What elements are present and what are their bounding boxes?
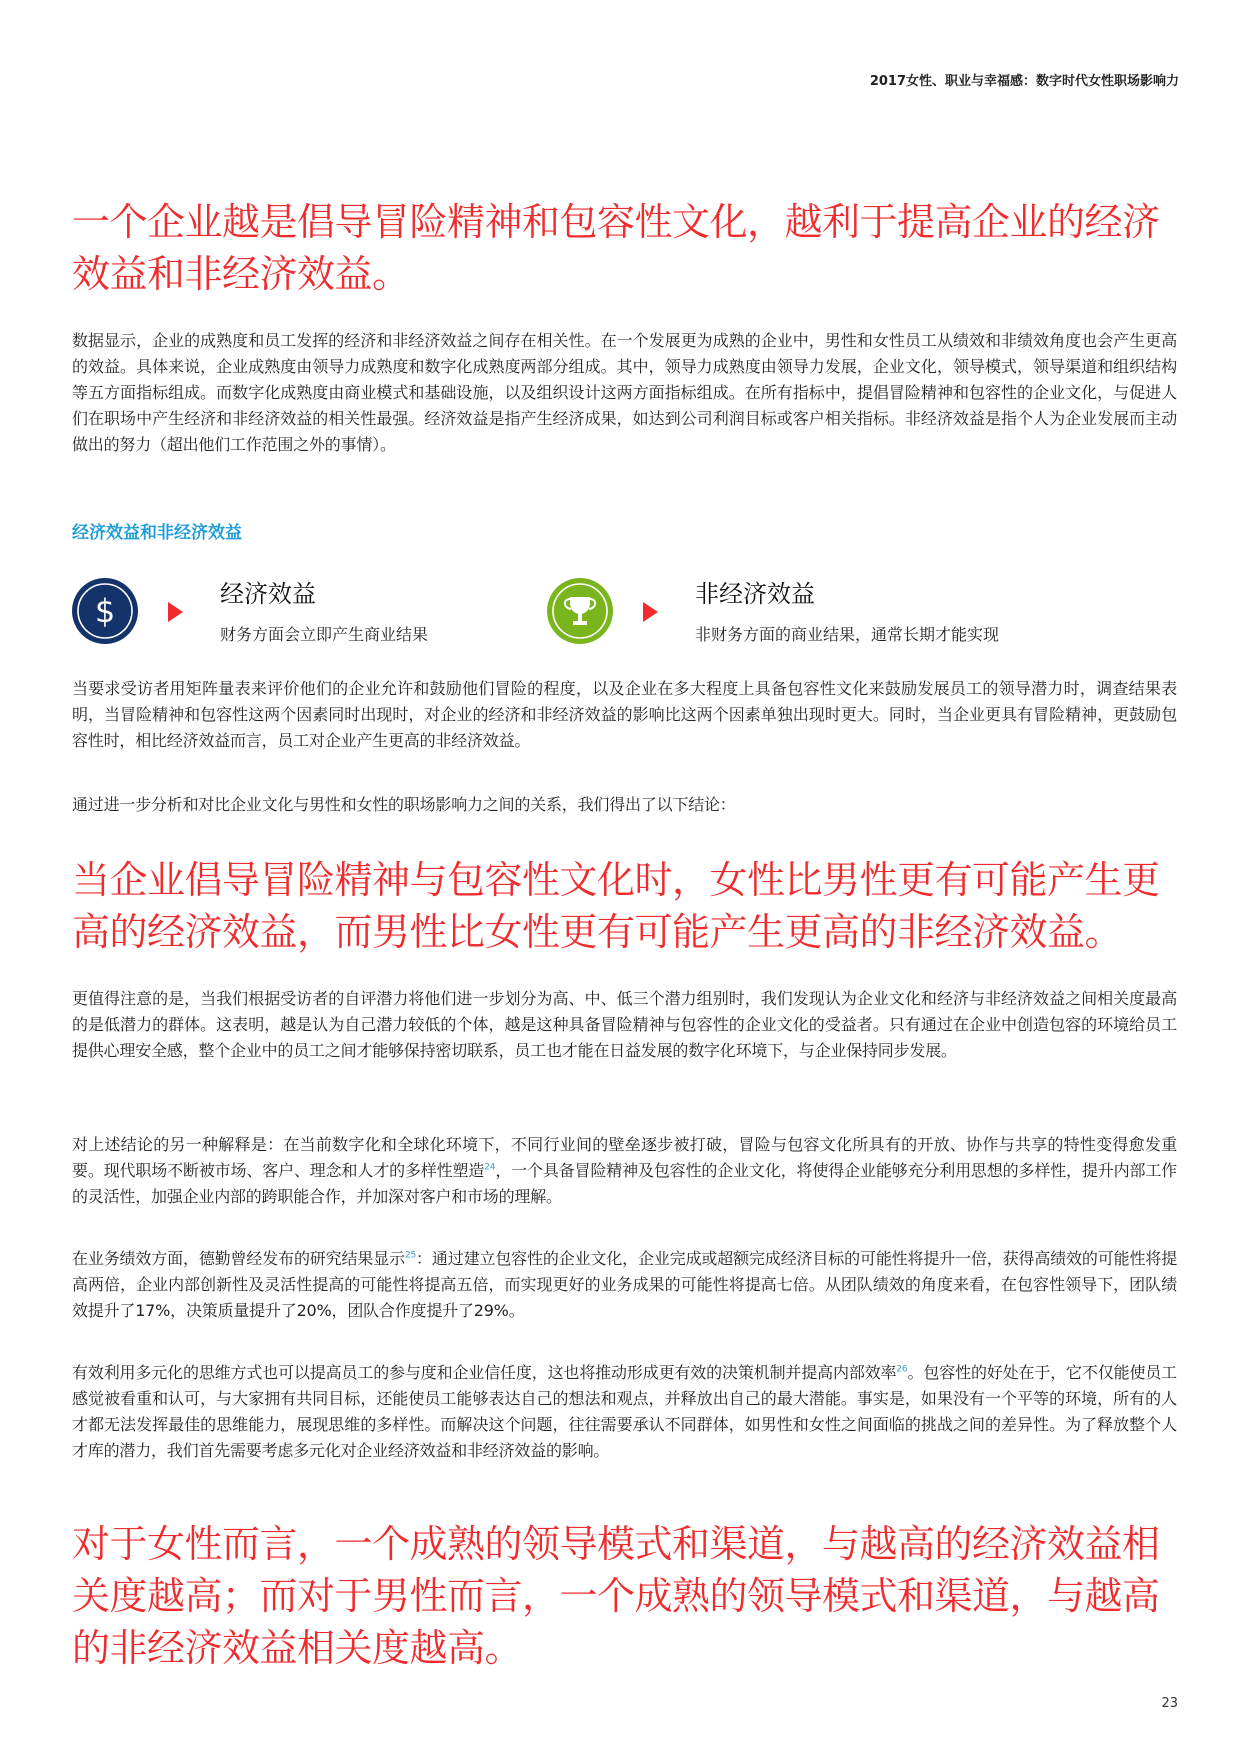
- dollar-icon: [72, 578, 138, 644]
- arrow-icon: [168, 602, 183, 622]
- section-subheading: 经济效益和非经济效益: [72, 523, 242, 543]
- headline-gender-benefits: 当企业倡导冒险精神与包容性文化时，女性比男性更有可能产生更高的经济效益，而男性比女性更有可能产生更高的非经济效益。: [72, 858, 1160, 954]
- footnote-ref[interactable]: 24: [484, 1162, 496, 1173]
- paragraph-text: ，一个具备冒险精神及包容性的企业文化，将使得企业能够充分利用思想的多样性，提升内部工作的灵活性，加强企业内部的跨职能合作，并加深对客户和市场的理解。: [72, 1161, 1177, 1206]
- non-economic-benefit-title: 非经济效益: [695, 580, 815, 608]
- trophy-icon: [547, 578, 613, 644]
- headline-risk-inclusion: 一个企业越是倡导冒险精神和包容性文化，越利于提高企业的经济效益和非经济效益。: [72, 200, 1160, 296]
- paragraph-text: 有效利用多元化的思维方式也可以提高员工的参与度和企业信任度，这也将推动形成更有效的决策机制并提高内部效率: [72, 1363, 897, 1382]
- paragraph-interpretation: [72, 1132, 1177, 1210]
- page-number: 23: [1161, 1696, 1178, 1711]
- paragraph-low-potential: 更值得注意的是，当我们根据受访者的自评潜力将他们进一步划分为高、中、低三个潜力组别时，我们发现认为企业文化和经济与非经济效益之间相关度最高的是低潜力的群体。这表明，越是认为自己潜力较低的个体，越是这种具备冒险精神与包容性的企业文化的受益者。只有通过在企业中创造包容的环境给员工提供心理安全感，整个企业中的员工之间才能够保持密切联系，员工也才能在日益发展的数字化环境下，与企业保持同步发展。: [72, 989, 1177, 1060]
- report-title: 2017女性、职业与幸福感：数字时代女性职场影响力: [869, 74, 1179, 89]
- economic-benefit-title: 经济效益: [220, 580, 316, 608]
- paragraph-further-analysis: 通过进一步分析和对比企业文化与男性和女性的职场影响力之间的关系，我们得出了以下结论：: [72, 795, 736, 814]
- economic-benefit-desc: 财务方面会立即产生商业结果: [220, 625, 429, 644]
- non-economic-benefit-block: [547, 578, 1107, 658]
- arrow-icon: [643, 602, 658, 622]
- svg-text:$: $: [94, 592, 116, 630]
- headline-leadership-model: 对于女性而言，一个成熟的领导模式和渠道，与越高的经济效益相关度越高；而对于男性而言，一个成熟的领导模式和渠道，与越高的非经济效益相关度越高。: [72, 1522, 1160, 1670]
- paragraph-text: 在业务绩效方面，德勤曾经发布的研究结果显示: [72, 1249, 405, 1268]
- paragraph-matrix-survey: 当要求受访者用矩阵量表来评价他们的企业允许和鼓励他们冒险的程度，以及企业在多大程度上具备包容性文化来鼓励发展员工的领导潜力时，调查结果表明，当冒险精神和包容性这两个因素同时出现时，对企业的经济和非经济效益的影响比这两个因素单独出现时更大。同时，当企业更具有冒险精神，更鼓励包容性时，相比经济效益而言，员工对企业产生更高的非经济效益。: [72, 679, 1177, 750]
- paragraph-diverse-thinking: [72, 1360, 1177, 1464]
- paragraph-maturity: 数据显示，企业的成熟度和员工发挥的经济和非经济效益之间存在相关性。在一个发展更为成熟的企业中，男性和女性员工从绩效和非绩效角度也会产生更高的效益。具体来说，企业成熟度由领导力成熟度和数字化成熟度两部分组成。其中，领导力成熟度由领导力发展，企业文化，领导模式，领导渠道和组织结构等五方面指标组成。而数字化成熟度由商业模式和基础设施，以及组织设计这两方面指标组成。在所有指标中，提倡冒险精神和包容性的企业文化，与促进人们在职场中产生经济和非经济效益的相关性最强。经济效益是指产生经济成果，如达到公司利润目标或客户相关指标。非经济效益是指个人为企业发展而主动做出的努力（超出他们工作范围之外的事情）。: [72, 331, 1177, 454]
- paragraph-text: ：通过建立包容性的企业文化，企业完成或超额完成经济目标的可能性将提升一倍，获得高绩效的可能性将提高两倍，企业内部创新性及灵活性提高的可能性将提高五倍，而实现更好的业务成果的可能性将提高七倍。从团队绩效的角度来看，在包容性领导下，团队绩效提升了17%，决策质量提升了20%，团队合作度提升了29%。: [72, 1249, 1177, 1320]
- non-economic-benefit-desc: 非财务方面的商业结果，通常长期才能实现: [695, 625, 1000, 644]
- economic-benefit-block: [72, 578, 532, 658]
- paragraph-text: 对上述结论的另一种解释是：在当前数字化和全球化环境下，不同行业间的壁垒逐步被打破，冒险与包容文化所具有的开放、协作与共享的特性变得愈发重要。现代职场不断被市场、客户、理念和人才的多样性塑造: [72, 1135, 1177, 1180]
- paragraph-text: 。包容性的好处在于，它不仅能使员工感觉被看重和认可，与大家拥有共同目标，还能使员工能够表达自己的想法和观点，并释放出自己的最大潜能。事实是，如果没有一个平等的环境，所有的人才都无法发挥最佳的思维能力，展现思维的多样性。而解决这个问题，往往需要承认不同群体，如男性和女性之间面临的挑战之间的差异性。为了释放整个人才库的潜力，我们首先需要考虑多元化对企业经济效益和非经济效益的影响。: [72, 1363, 1177, 1460]
- footnote-ref[interactable]: 26: [896, 1364, 908, 1375]
- paragraph-business-performance: [72, 1246, 1177, 1324]
- footnote-ref[interactable]: 25: [404, 1250, 416, 1261]
